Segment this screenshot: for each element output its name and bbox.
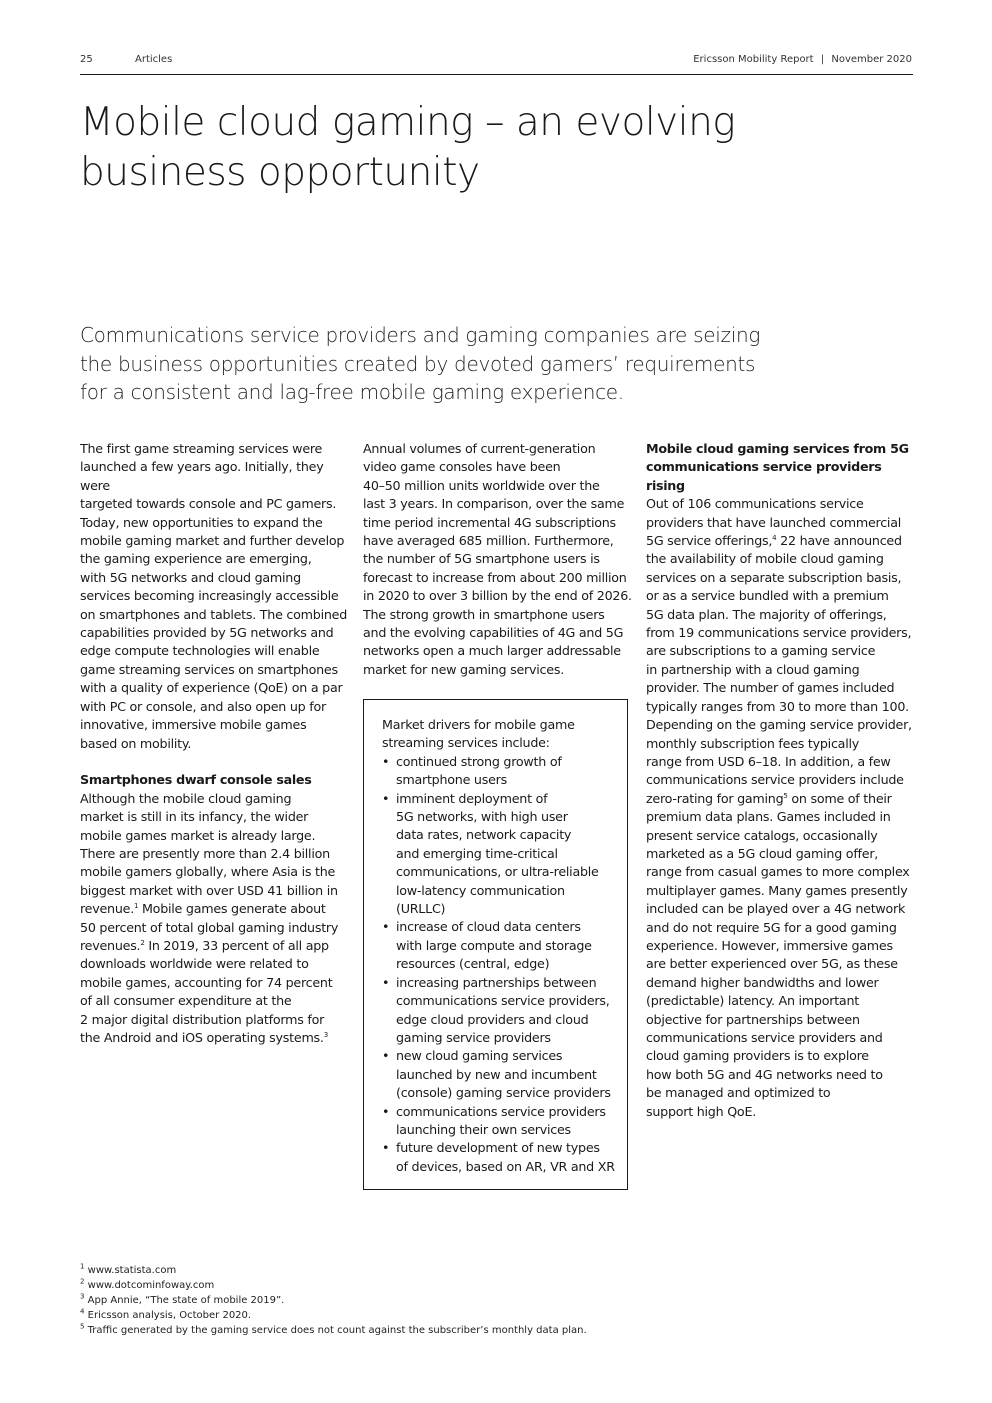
- text-line: communications service providers rising: [646, 459, 882, 493]
- text-line: innovative, immersive mobile games: [80, 717, 307, 733]
- lead-paragraph: [80, 321, 780, 407]
- text-line: from 19 communications service providers,: [646, 625, 912, 641]
- text-line: time period incremental 4G subscriptions: [363, 514, 616, 530]
- section-label: Articles: [135, 54, 173, 65]
- text-line: market is still in its infancy, the wider: [80, 809, 309, 825]
- list-item: [382, 790, 615, 919]
- text-line: (predictable) latency. An important: [646, 993, 859, 1009]
- text-line: cloud gaming providers is to explore: [646, 1048, 869, 1064]
- text-line: on smartphones and tablets. The combined: [80, 606, 348, 622]
- console-sales-paragraph: [80, 790, 350, 1048]
- text-line: increasing partnerships between: [396, 974, 597, 990]
- text-line: in partnership with a cloud gaming: [646, 661, 860, 677]
- text-line: edge cloud providers and cloud: [396, 1011, 589, 1027]
- text-line: zero-rating for gaming: [646, 790, 784, 806]
- header-separator: |: [820, 54, 825, 65]
- title-line: Mobile cloud gaming – an evolving: [80, 100, 736, 145]
- footnote-text: www.statista.com: [84, 1265, 177, 1276]
- text-line: mobile games market is already large.: [80, 827, 316, 843]
- text-line: be managed and optimized to: [646, 1085, 831, 1101]
- text-line: Out of 106 communications service: [646, 496, 864, 512]
- text-line: of all consumer expenditure at the: [80, 993, 292, 1009]
- footnote-text: App Annie, “The state of mobile 2019”.: [84, 1295, 285, 1306]
- text-line: typically ranges from 30 to more than 100.: [646, 698, 909, 714]
- text-line: objective for partnerships between: [646, 1011, 860, 1027]
- page-number: 25: [80, 54, 93, 65]
- text-line: and emerging time-critical: [396, 845, 558, 861]
- text-line: communications service providers include: [646, 772, 904, 788]
- text-line: 5G data plan. The majority of offerings,: [646, 606, 887, 622]
- text-line: based on mobility.: [80, 735, 192, 751]
- text-line: included can be played over a 4G network: [646, 901, 906, 917]
- market-drivers-box: [363, 699, 628, 1190]
- text-line: premium data plans. Games included in: [646, 809, 891, 825]
- footnotes: [80, 1263, 587, 1338]
- text-line: In 2019, 33 percent of all app: [144, 937, 329, 953]
- text-line: last 3 years. In comparison, over the same: [363, 496, 625, 512]
- text-line: increase of cloud data centers: [396, 919, 581, 935]
- text-line: video game consoles have been: [363, 459, 561, 475]
- footnote: [80, 1293, 587, 1308]
- text-line: Mobile games generate about: [138, 901, 326, 917]
- text-line: range from USD 6–18. In addition, a few: [646, 753, 891, 769]
- text-line: targeted towards console and PC gamers.: [80, 496, 337, 512]
- text-line: demand higher bandwidths and lower: [646, 974, 879, 990]
- text-line: smartphone users: [396, 772, 507, 788]
- text-line: communications service providers: [396, 1103, 606, 1119]
- text-line: range from casual games to more complex: [646, 864, 910, 880]
- list-item: [382, 1103, 615, 1140]
- text-line: continued strong growth of: [396, 753, 562, 769]
- text-line: with PC or console, and also open up for: [80, 698, 326, 714]
- lead-line: the business opportunities created by devoted gamers’ requirements: [80, 351, 756, 376]
- list-item: [382, 918, 615, 973]
- text-line: mobile gamers globally, where Asia is the: [80, 864, 336, 880]
- text-line: (URLLC): [396, 901, 446, 917]
- bullet-icon: •: [382, 790, 390, 806]
- column-3: [646, 440, 916, 1121]
- footnote-ref: 4: [772, 533, 777, 542]
- text-line: the number of 5G smartphone users is: [363, 551, 600, 567]
- footnote: [80, 1323, 587, 1338]
- text-line: mobile games, accounting for 74 percent: [80, 974, 333, 990]
- bullet-icon: •: [382, 753, 390, 769]
- article-title: [80, 98, 780, 198]
- text-line: communications service providers and: [646, 1030, 883, 1045]
- footnote-text: Ericsson analysis, October 2020.: [84, 1310, 252, 1321]
- footnote-ref: 1: [133, 901, 139, 910]
- text-line: 5G service offerings,: [646, 533, 773, 549]
- list-item: [382, 974, 615, 1048]
- box-intro: [382, 716, 615, 753]
- text-line: 5G networks, with high user: [396, 809, 568, 825]
- list-item: [382, 1047, 615, 1102]
- bullet-icon: •: [382, 919, 390, 935]
- text-line: gaming service providers: [396, 1029, 551, 1045]
- text-line: how both 5G and 4G networks need to: [646, 1066, 883, 1082]
- footnote: [80, 1263, 587, 1278]
- text-line: communications service providers,: [396, 993, 610, 1009]
- footnote-number: 1: [80, 1262, 85, 1271]
- column-1: [80, 440, 350, 1047]
- section-heading: [646, 440, 916, 495]
- publication-date: November 2020: [831, 54, 912, 65]
- footnote-number: 3: [80, 1292, 85, 1301]
- section-heading: Smartphones dwarf console sales: [80, 772, 312, 788]
- text-line: revenues.: [80, 937, 141, 953]
- text-line: launched by new and incumbent: [396, 1066, 597, 1082]
- text-line: of devices, based on AR, VR and XR: [396, 1158, 615, 1174]
- text-line: market for new gaming services.: [363, 661, 564, 677]
- text-line: Annual volumes of current-generation: [363, 441, 596, 456]
- text-line: the Android and iOS operating systems.: [80, 1029, 324, 1045]
- lead-line: for a consistent and lag-free mobile gaming experience.: [80, 380, 624, 404]
- text-line: Although the mobile cloud gaming: [80, 790, 292, 806]
- text-line: future development of new types: [396, 1140, 600, 1156]
- text-line: providers that have launched commercial: [646, 514, 902, 530]
- text-line: provider. The number of games included: [646, 680, 895, 696]
- footnote: [80, 1278, 587, 1293]
- text-line: services becoming increasingly accessible: [80, 588, 339, 604]
- footnote-text: www.dotcominfoway.com: [84, 1280, 215, 1291]
- list-item: [382, 753, 615, 790]
- text-line: have averaged 685 million. Furthermore,: [363, 533, 614, 549]
- text-line: and the evolving capabilities of 4G and 5G: [363, 625, 624, 641]
- lead-line: Communications service providers and gaming companies are seizing: [80, 323, 761, 347]
- text-line: support high QoE.: [646, 1103, 756, 1119]
- text-line: biggest market with over USD 41 billion in: [80, 882, 338, 898]
- text-line: forecast to increase from about 200 million: [363, 569, 627, 585]
- text-line: the gaming experience are emerging,: [80, 551, 312, 567]
- market-drivers-list: [382, 753, 615, 1176]
- text-line: monthly subscription fees typically: [646, 735, 860, 751]
- text-line: edge compute technologies will enable: [80, 643, 320, 659]
- footnote-text: Traffic generated by the gaming service does not count against the subscriber’s monthly data plan.: [84, 1325, 587, 1336]
- text-line: new cloud gaming services: [396, 1048, 563, 1064]
- text-line: marketed as a 5G cloud gaming offer,: [646, 845, 879, 861]
- bullet-icon: •: [382, 1048, 390, 1064]
- text-line: (console) gaming service providers: [396, 1085, 611, 1101]
- text-line: 2 major digital distribution platforms for: [80, 1011, 325, 1027]
- text-line: with 5G networks and cloud gaming: [80, 569, 301, 585]
- text-line: low-latency communication: [396, 882, 565, 898]
- text-line: The first game streaming services were: [80, 441, 323, 456]
- text-line: and do not require 5G for a good gaming: [646, 919, 897, 935]
- publication-info: [693, 54, 912, 65]
- footnote-number: 4: [80, 1307, 85, 1316]
- text-line: resources (central, edge): [396, 956, 550, 972]
- text-line: data rates, network capacity: [396, 827, 572, 843]
- text-line: Depending on the gaming service provider,: [646, 717, 912, 733]
- text-line: are subscriptions to a gaming service: [646, 643, 876, 659]
- text-line: launched a few years ago. Initially, they were: [80, 459, 324, 493]
- text-line: 22 have announced: [776, 533, 902, 549]
- text-line: multiplayer games. Many games presently: [646, 882, 908, 898]
- intro-paragraph: [80, 440, 350, 753]
- consoles-paragraph: [363, 440, 633, 679]
- text-line: networks open a much larger addressable: [363, 643, 621, 659]
- text-line: mobile gaming market and further develop: [80, 533, 345, 549]
- title-line: business opportunity: [80, 150, 480, 195]
- text-line: The strong growth in smartphone users: [363, 606, 605, 622]
- text-line: There are presently more than 2.4 billion: [80, 845, 330, 861]
- column-2: [363, 440, 633, 679]
- text-line: the availability of mobile cloud gaming: [646, 551, 884, 567]
- text-line: with a quality of experience (QoE) on a par: [80, 680, 343, 696]
- footnote-ref: 3: [323, 1030, 328, 1039]
- text-line: capabilities provided by 5G networks and: [80, 625, 334, 641]
- footnote-number: 5: [80, 1322, 85, 1331]
- text-line: in 2020 to over 3 billion by the end of 2026.: [363, 588, 632, 604]
- text-line: Today, new opportunities to expand the: [80, 514, 323, 530]
- bullet-icon: •: [382, 1103, 390, 1119]
- text-line: with large compute and storage: [396, 937, 592, 953]
- cloud-gaming-paragraph: [646, 495, 916, 1121]
- footnote-ref: 5: [783, 791, 788, 800]
- text-line: Market drivers for mobile game: [382, 717, 575, 732]
- text-line: services on a separate subscription basis,: [646, 569, 902, 585]
- text-line: are better experienced over 5G, as these: [646, 956, 898, 972]
- text-line: 40–50 million units worldwide over the: [363, 477, 600, 493]
- text-line: launching their own services: [396, 1121, 571, 1137]
- text-line: or as a service bundled with a premium: [646, 588, 889, 604]
- text-line: present service catalogs, occasionally: [646, 827, 878, 843]
- text-line: communications, or ultra-reliable: [396, 864, 599, 880]
- text-line: experience. However, immersive games: [646, 937, 893, 953]
- text-line: streaming services include:: [382, 735, 550, 751]
- text-line: game streaming services on smartphones: [80, 661, 338, 677]
- header-rule: [80, 74, 913, 75]
- text-line: imminent deployment of: [396, 790, 548, 806]
- footnote: [80, 1308, 587, 1323]
- text-line: revenue.: [80, 901, 134, 917]
- bullet-icon: •: [382, 974, 390, 990]
- bullet-icon: •: [382, 1140, 390, 1156]
- footnote-number: 2: [80, 1277, 85, 1286]
- text-line: Mobile cloud gaming services from 5G: [646, 441, 909, 456]
- footnote-ref: 2: [140, 938, 145, 947]
- text-line: 50 percent of total global gaming industry: [80, 919, 339, 935]
- text-line: on some of their: [787, 790, 892, 806]
- list-item: [382, 1139, 615, 1176]
- text-line: downloads worldwide were related to: [80, 956, 309, 972]
- publication-title: Ericsson Mobility Report: [693, 54, 814, 65]
